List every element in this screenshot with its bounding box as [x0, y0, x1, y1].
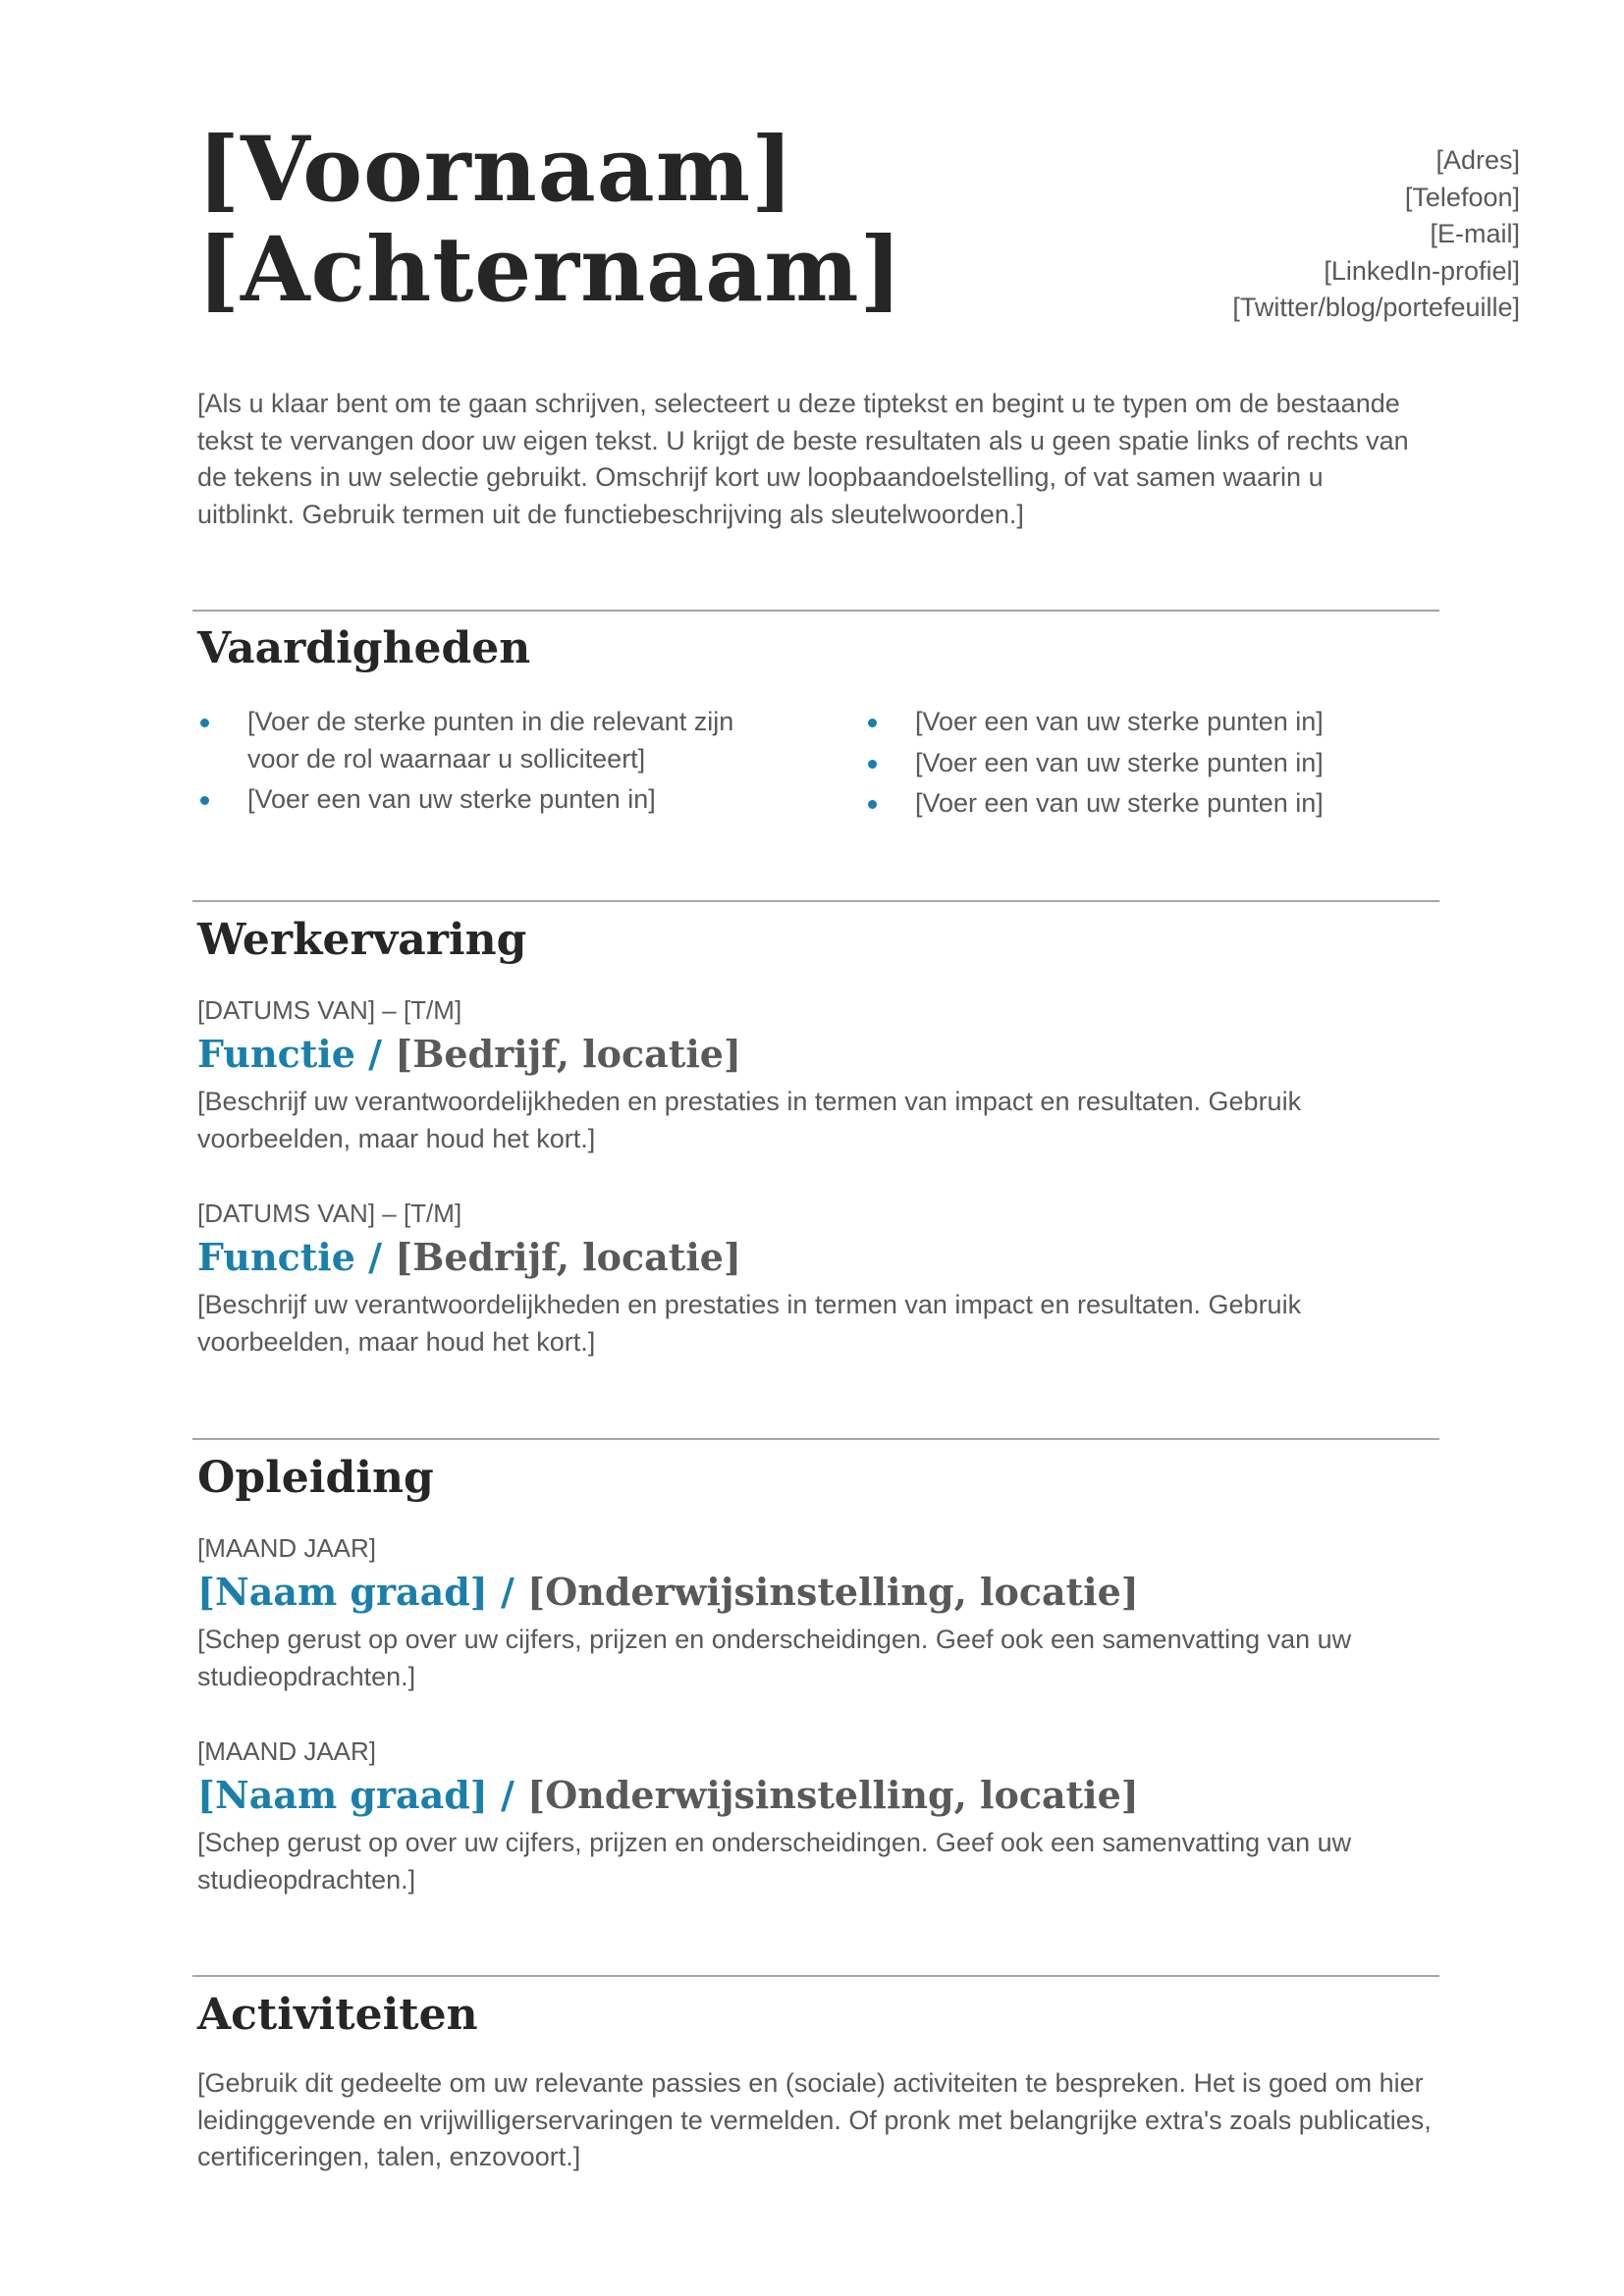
institution-name: [Onderwijsinstelling, locatie] [527, 1773, 1139, 1817]
contact-web[interactable]: [Twitter/blog/portefeuille] [1232, 293, 1520, 323]
experience-heading: Werkervaring [197, 915, 527, 965]
bullet-icon [200, 719, 209, 727]
skill-item[interactable] [865, 745, 1415, 782]
job-company: [Bedrijf, locatie] [395, 1235, 741, 1279]
education-heading: Opleiding [197, 1453, 434, 1503]
job-role: Functie / [197, 1032, 396, 1076]
job-description[interactable]: [Beschrijf uw verantwoordelijkheden en prestaties in termen van impact en resultaten. Gebruik voorbeelden, maar houd het kort.] [197, 1087, 1302, 1153]
skill-text: [Voer een van uw sterke punten in] [915, 747, 1324, 777]
education-title[interactable] [197, 1569, 1139, 1616]
job-company: [Bedrijf, locatie] [395, 1032, 741, 1076]
activities-heading: Activiteiten [197, 1990, 478, 2040]
skill-text: [Voer een van uw sterke punten in] [247, 784, 656, 815]
skill-item[interactable] [197, 704, 777, 777]
job-description[interactable]: [Beschrijf uw verantwoordelijkheden en prestaties in termen van impact en resultaten. Gebruik voorbeelden, maar houd het kort.] [197, 1290, 1302, 1357]
bullet-icon [200, 796, 209, 805]
skill-item[interactable] [865, 704, 1415, 741]
education-description[interactable]: [Schep gerust op over uw cijfers, prijzen en onderscheidingen. Geef ook een samenvatting van uw studieopdrachten.] [197, 1625, 1352, 1691]
job-title[interactable] [197, 1234, 741, 1281]
job-title[interactable] [197, 1031, 741, 1078]
bullet-icon [868, 760, 877, 769]
bullet-icon [868, 800, 877, 809]
institution-name: [Onderwijsinstelling, locatie] [527, 1570, 1139, 1614]
bullet-icon [868, 719, 877, 727]
skill-text: [Voer een van uw sterke punten in] [915, 707, 1324, 736]
job-dates[interactable]: [DATUMS VAN] – [T/M] [197, 995, 462, 1025]
skill-text: [Voer de sterke punten in die relevant zijn voor de rol waarnaar u solliciteert] [247, 707, 734, 774]
skill-item[interactable] [197, 781, 777, 819]
section-divider [192, 1438, 1439, 1440]
candidate-name[interactable] [197, 120, 903, 320]
last-name[interactable]: [Achternaam] [197, 218, 903, 322]
first-name[interactable]: [Voornaam] [197, 118, 795, 222]
contact-block [1232, 142, 1520, 327]
education-date[interactable]: [MAAND JAAR] [197, 1533, 377, 1563]
contact-email[interactable]: [E-mail] [1430, 219, 1520, 249]
section-divider [192, 900, 1439, 902]
skills-list-right [865, 704, 1415, 827]
activities-text[interactable]: [Gebruik dit gedeelte om uw relevante passies en (sociale) activiteiten te bespreken. Het is goed om hier leidinggevende en vrijwilligerservaringen te vermelden. Of pronk met belangrijke extra's zoals publicaties, certificeringen, talen, enzovoort.] [197, 2068, 1432, 2172]
summary-text[interactable]: [Als u klaar bent om te gaan schrijven, selecteert u deze tiptekst en begint u te typen om de bestaande tekst te vervangen door uw eigen tekst. U krijgt de beste resultaten als u geen spatie links of rechts van de tekens in uw selectie gebruikt. Omschrijf kort uw loopbaandoelstelling, of vat samen waarin u uitblinkt. Gebruik termen uit de functiebeschrijving als sleutelwoorden.] [197, 389, 1409, 529]
contact-linkedin[interactable]: [LinkedIn-profiel] [1324, 255, 1520, 286]
job-dates[interactable]: [DATUMS VAN] – [T/M] [197, 1199, 462, 1228]
contact-phone[interactable]: [Telefoon] [1404, 182, 1520, 212]
education-title[interactable] [197, 1772, 1139, 1819]
job-role: Functie / [197, 1235, 396, 1279]
education-date[interactable]: [MAAND JAAR] [197, 1736, 377, 1766]
contact-address[interactable]: [Adres] [1435, 145, 1520, 175]
skill-item[interactable] [865, 785, 1415, 823]
section-divider [192, 1975, 1439, 1977]
degree-name: [Naam graad] / [197, 1570, 528, 1614]
skills-list-left [197, 704, 777, 823]
section-divider [192, 610, 1439, 612]
skill-text: [Voer een van uw sterke punten in] [915, 788, 1324, 819]
skills-heading: Vaardigheden [197, 623, 531, 673]
education-description[interactable]: [Schep gerust op over uw cijfers, prijzen en onderscheidingen. Geef ook een samenvatting van uw studieopdrachten.] [197, 1828, 1352, 1895]
degree-name: [Naam graad] / [197, 1773, 528, 1817]
